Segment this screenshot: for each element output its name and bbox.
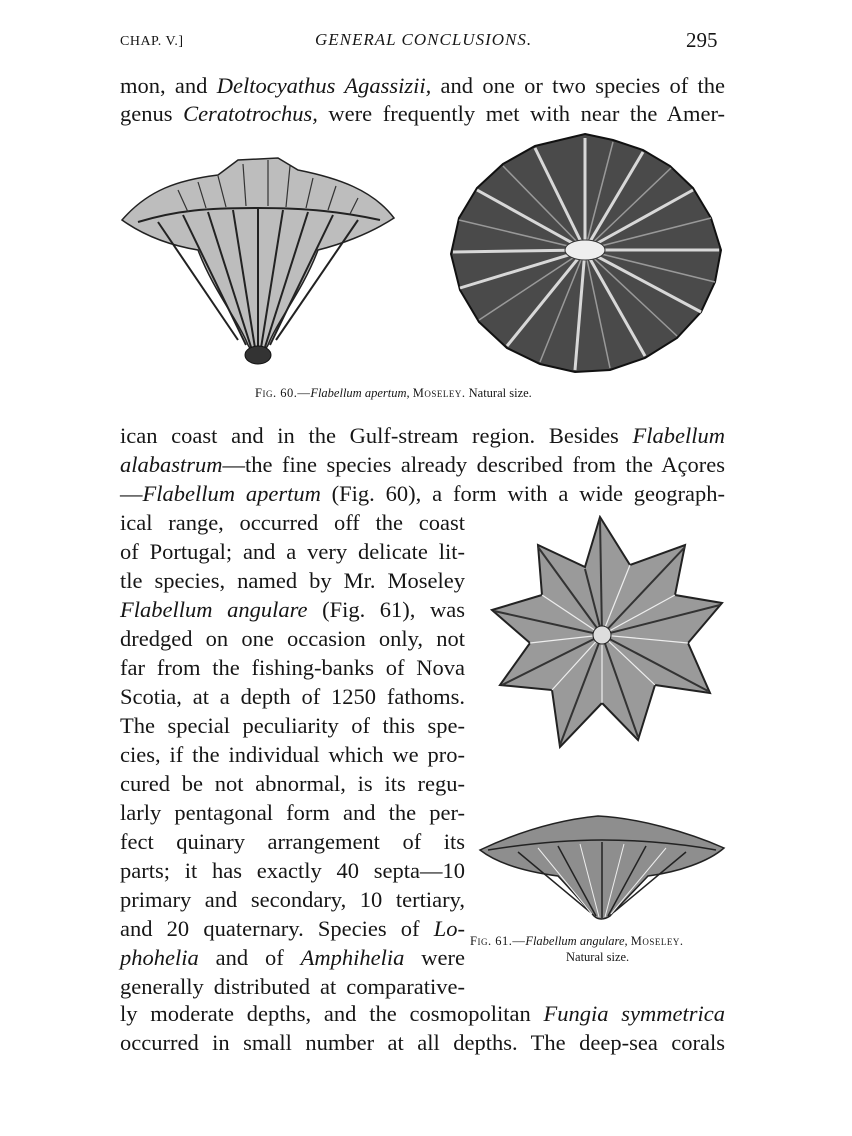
body-narrow-line: Scotia, at a depth of 1250 fathoms. [120,684,465,709]
fig60-caption: Fig. 60.—Flabellum apertum, Moseley. Natural size. [255,386,532,400]
body-line-1: mon, and Deltocyathus Agassizii, and one or two species of the [120,73,726,98]
flabellum-apertum-top-view [445,130,730,375]
body-narrow-line: parts; it has exactly 40 septa—10 [120,858,465,883]
running-head-chapter: CHAP. V.] [120,34,184,49]
body-line-6: ly moderate depths, and the cosmopolitan Fungia symmetrica [120,1001,725,1026]
page-number: 295 [686,28,718,52]
body-narrow-line: tle species, named by Mr. Moseley [120,568,465,593]
body-line-3: ican coast and in the Gulf-stream region. Besides Flabellum [120,423,725,448]
body-narrow-line: generally distributed at comparative- [120,974,465,999]
flabellum-apertum-side-view [118,150,398,370]
body-narrow-line: far from the fishing-banks of Nova [120,655,465,680]
body-narrow-line: The special peculiarity of this spe- [120,713,465,738]
body-line-7: occurred in small number at all depths. The deep-sea corals [120,1030,725,1055]
fig61-caption-note: Natural size. [566,950,630,964]
body-narrow-line: larly pentagonal form and the per- [120,800,465,825]
body-narrow-line: cured be not abnormal, is its regu- [120,771,465,796]
body-narrow-line: primary and secondary, 10 tertiary, [120,887,465,912]
body-narrow-line: and 20 quaternary. Species of Lo- [120,916,465,941]
body-line-5: —Flabellum apertum (Fig. 60), a form with a wide geograph- [120,481,725,506]
fig61-caption: Fig. 61.—Flabellum angulare, Moseley. [470,934,684,948]
running-head-title: GENERAL CONCLUSIONS. [315,30,533,49]
body-line-2: genus Ceratotrochus, were frequently met with near the Amer- [120,101,725,126]
body-narrow-line: phohelia and of Amphihelia were [120,945,465,970]
body-narrow-line: Flabellum angulare (Fig. 61), was [120,597,465,622]
body-line-4: alabastrum—the fine species already described from the Açores [120,452,725,477]
body-narrow-line: ical range, occurred off the coast [120,510,465,535]
body-narrow-line: of Portugal; and a very delicate lit- [120,539,465,564]
flabellum-angulare-top-view [490,515,725,750]
flabellum-angulare-side-view [478,812,726,922]
body-narrow-line: cies, if the individual which we pro- [120,742,465,767]
body-narrow-line: dredged on one occasion only, not [120,626,465,651]
body-narrow-line: fect quinary arrangement of its [120,829,465,854]
